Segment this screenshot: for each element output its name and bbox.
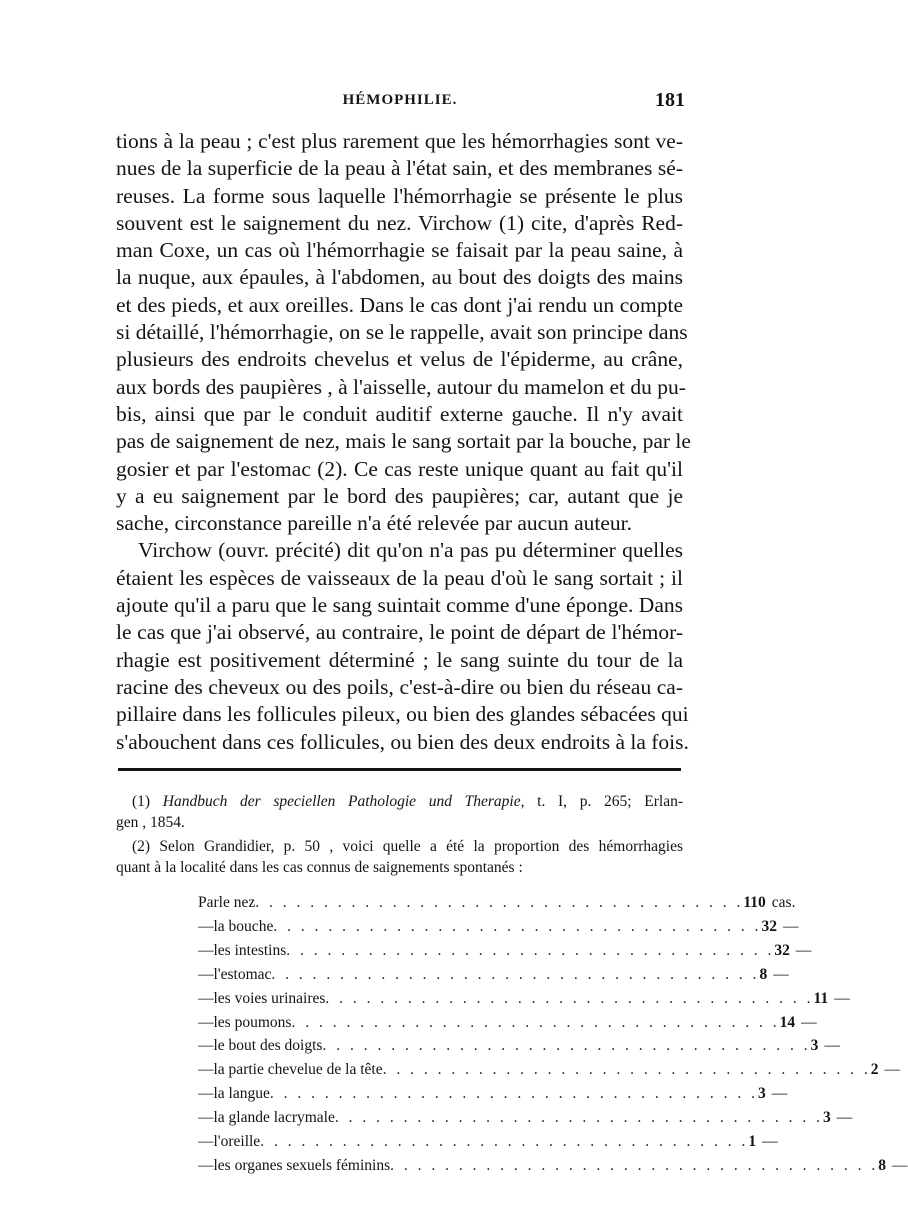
row-site: l'estomac bbox=[213, 965, 272, 983]
row-leader: . . . . . . . . . . . . . . . . . . . . . . . . . . . . . . . . . . . . bbox=[325, 989, 814, 1007]
text-line: gosier et par l'estomac (2). Ce cas reste unique quant au fait qu'il bbox=[116, 456, 683, 481]
row-leader: . . . . . . . . . . . . . . . . . . . . . . . . . . . . . . . . . . . . bbox=[271, 965, 760, 983]
text-line: bis, ainsi que par le conduit auditif externe gauche. Il n'y avait bbox=[116, 401, 683, 426]
row-leader: . . . . . . . . . . . . . . . . . . . . . . . . . . . . . . . . . . . . bbox=[269, 1085, 759, 1103]
page-number: 181 bbox=[655, 89, 685, 111]
table-row bbox=[198, 1154, 908, 1178]
text-line: le cas que j'ai observé, au contraire, le point de départ de l'hémor- bbox=[116, 620, 683, 645]
row-prefix: — bbox=[198, 1133, 214, 1151]
table-row bbox=[198, 963, 789, 987]
row-leader: . . . . . . . . . . . . . . . . . . . . . . . . . . . . . . . . . . . . bbox=[260, 1133, 749, 1151]
row-count: 3 bbox=[822, 1109, 831, 1127]
row-leader: . . . . . . . . . . . . . . . . . . . . . . . . . . . . . . . . . . . . bbox=[382, 1061, 871, 1079]
text-line: reuses. La forme sous laquelle l'hémorrhagie se présente le plus bbox=[116, 183, 683, 208]
row-site: les poumons bbox=[213, 1013, 292, 1031]
body-text bbox=[116, 128, 691, 756]
text-line: s'abouchent dans ces follicules, ou bien des deux endroits à la fois. bbox=[116, 729, 689, 754]
row-prefix: — bbox=[198, 1037, 214, 1055]
text-line: et des pieds, et aux oreilles. Dans le cas dont j'ai rendu un compte bbox=[116, 292, 683, 317]
row-leader: . . . . . . . . . . . . . . . . . . . . . . . . . . . . . . . . . . . . bbox=[273, 917, 762, 935]
row-prefix: — bbox=[198, 1109, 214, 1127]
text-line: plusieurs des endroits chevelus et velus de l'épiderme, au crâne, bbox=[116, 347, 683, 372]
row-prefix: — bbox=[198, 989, 214, 1007]
table-row bbox=[198, 1011, 817, 1035]
row-leader: . . . . . . . . . . . . . . . . . . . . . . . . . . . . . . . . . . . . bbox=[255, 894, 744, 911]
footnote-2-line-1: (2) Selon Grandidier, p. 50 , voici quelle a été la proportion des hémorrhagies bbox=[132, 838, 683, 855]
row-count: 32 bbox=[774, 941, 790, 959]
row-prefix: — bbox=[198, 1061, 214, 1079]
footnote-1-line-2: gen , 1854. bbox=[116, 813, 185, 831]
footnote-1-line-1 bbox=[116, 792, 683, 813]
table-row bbox=[198, 891, 796, 915]
paragraph-2 bbox=[116, 537, 689, 755]
row-count: 8 bbox=[759, 965, 768, 983]
text-line: étaient les espèces de vaisseaux de la peau d'où le sang sortait ; il bbox=[116, 565, 683, 590]
row-unit: — bbox=[773, 965, 789, 983]
footnote-1-marker: (1) bbox=[132, 793, 151, 810]
table-row bbox=[198, 1106, 853, 1130]
table-row bbox=[198, 1130, 778, 1154]
row-unit: — bbox=[771, 1085, 788, 1103]
table-row bbox=[198, 939, 812, 963]
row-leader: . . . . . . . . . . . . . . . . . . . . . . . . . . . . . . . . . . . . bbox=[322, 1037, 811, 1055]
row-count: 110 bbox=[743, 894, 766, 911]
text-line: sache, circonstance pareille n'a été relevée par aucun auteur. bbox=[116, 511, 632, 536]
text-line: souvent est le saignement du nez. Virchow (1) cite, d'après Red- bbox=[116, 210, 683, 235]
row-prefix: — bbox=[198, 1085, 214, 1103]
row-unit: — bbox=[884, 1061, 900, 1079]
row-count: 32 bbox=[761, 917, 777, 935]
table-row bbox=[198, 1058, 900, 1082]
row-prefix: Par bbox=[198, 894, 219, 911]
row-site: la langue bbox=[213, 1085, 270, 1103]
row-count: 8 bbox=[878, 1156, 887, 1174]
footnote-1-title: Handbuch der speciellen Pathologie und Therapie, bbox=[162, 793, 525, 810]
text-line: la nuque, aux épaules, à l'abdomen, au bout des doigts des mains bbox=[116, 265, 683, 290]
text-line: man Coxe, un cas où l'hémorrhagie se faisait par la peau saine, à bbox=[116, 238, 683, 263]
footnote-2-line-2: quant à la localité dans les cas connus de saignements spontanés : bbox=[116, 858, 523, 876]
running-title: HÉMOPHILIE. bbox=[342, 92, 458, 108]
footnotes bbox=[116, 792, 683, 882]
row-count: 3 bbox=[810, 1037, 819, 1055]
text-line: tions à la peau ; c'est plus rarement que les hémorrhagies sont ve- bbox=[116, 129, 683, 153]
row-unit: — bbox=[762, 1133, 778, 1151]
table-row bbox=[198, 987, 850, 1011]
text-line: rhagie est positivement déterminé ; le sang suinte du tour de la bbox=[116, 647, 683, 672]
row-site: le nez bbox=[218, 894, 256, 911]
page-header bbox=[0, 89, 800, 122]
row-unit: — bbox=[801, 1013, 817, 1031]
row-count: 3 bbox=[758, 1085, 766, 1103]
text-line: si détaillé, l'hémorrhagie, on se le rappelle, avait son principe dans bbox=[116, 320, 688, 345]
row-leader: . . . . . . . . . . . . . . . . . . . . . . . . . . . . . . . . . . . . bbox=[291, 1013, 780, 1031]
row-unit: cas. bbox=[771, 894, 796, 911]
text-line: Virchow (ouvr. précité) dit qu'on n'a pas pu déterminer quelles bbox=[138, 538, 683, 563]
footnote-2 bbox=[116, 837, 683, 878]
paragraph-1 bbox=[116, 128, 691, 537]
row-unit: — bbox=[834, 989, 850, 1007]
row-leader: . . . . . . . . . . . . . . . . . . . . . . . . . . . . . . . . . . . . bbox=[390, 1156, 879, 1174]
row-prefix: — bbox=[198, 965, 214, 983]
row-count: 1 bbox=[748, 1133, 757, 1151]
footnote-divider bbox=[118, 768, 681, 771]
footnote-1-rest: t. I, p. 265; Erlan- bbox=[524, 793, 683, 810]
table-row bbox=[198, 1034, 840, 1058]
row-prefix: — bbox=[198, 917, 214, 935]
row-site: les voies urinaires bbox=[213, 989, 326, 1007]
table-row bbox=[198, 915, 799, 939]
row-unit: — bbox=[782, 917, 799, 935]
row-site: le bout des doigts bbox=[213, 1037, 323, 1055]
text-line: pas de saignement de nez, mais le sang sortait par la bouche, par le bbox=[116, 429, 691, 454]
footnote-1 bbox=[116, 792, 683, 833]
row-unit: — bbox=[892, 1156, 908, 1174]
row-count: 11 bbox=[813, 989, 829, 1007]
text-line: racine des cheveux ou des poils, c'est-à-dire ou bien du réseau ca- bbox=[116, 674, 683, 699]
row-prefix: — bbox=[198, 1156, 214, 1174]
row-site: les intestins bbox=[213, 941, 287, 959]
text-line: nues de la superficie de la peau à l'état sain, et des membranes sé- bbox=[116, 156, 683, 181]
row-count: 14 bbox=[779, 1013, 796, 1031]
text-line: pillaire dans les follicules pileux, ou bien des glandes sébacées qui bbox=[116, 702, 689, 727]
row-count: 2 bbox=[870, 1061, 879, 1079]
row-unit: — bbox=[836, 1109, 853, 1127]
text-line: aux bords des paupières , à l'aisselle, autour du mamelon et du pu- bbox=[116, 374, 686, 399]
hemorrhage-locality-table bbox=[198, 891, 908, 1178]
row-leader: . . . . . . . . . . . . . . . . . . . . . . . . . . . . . . . . . . . . bbox=[334, 1109, 823, 1127]
row-unit: — bbox=[795, 941, 812, 959]
row-leader: . . . . . . . . . . . . . . . . . . . . . . . . . . . . . . . . . . . . bbox=[286, 941, 775, 959]
row-unit: — bbox=[824, 1037, 840, 1055]
text-line: ajoute qu'il a paru que le sang suintait comme d'une éponge. Dans bbox=[116, 593, 683, 618]
row-site: les organes sexuels féminins bbox=[213, 1156, 391, 1174]
table-row bbox=[198, 1082, 788, 1106]
row-site: la partie chevelue de la tête bbox=[213, 1061, 383, 1079]
row-site: la glande lacrymale bbox=[213, 1109, 335, 1127]
row-prefix: — bbox=[198, 1013, 214, 1031]
row-site: la bouche bbox=[213, 917, 274, 935]
text-line: y a eu saignement par le bord des paupières; car, autant que je bbox=[116, 483, 683, 508]
row-site: l'oreille bbox=[213, 1133, 261, 1151]
row-prefix: — bbox=[198, 941, 214, 959]
